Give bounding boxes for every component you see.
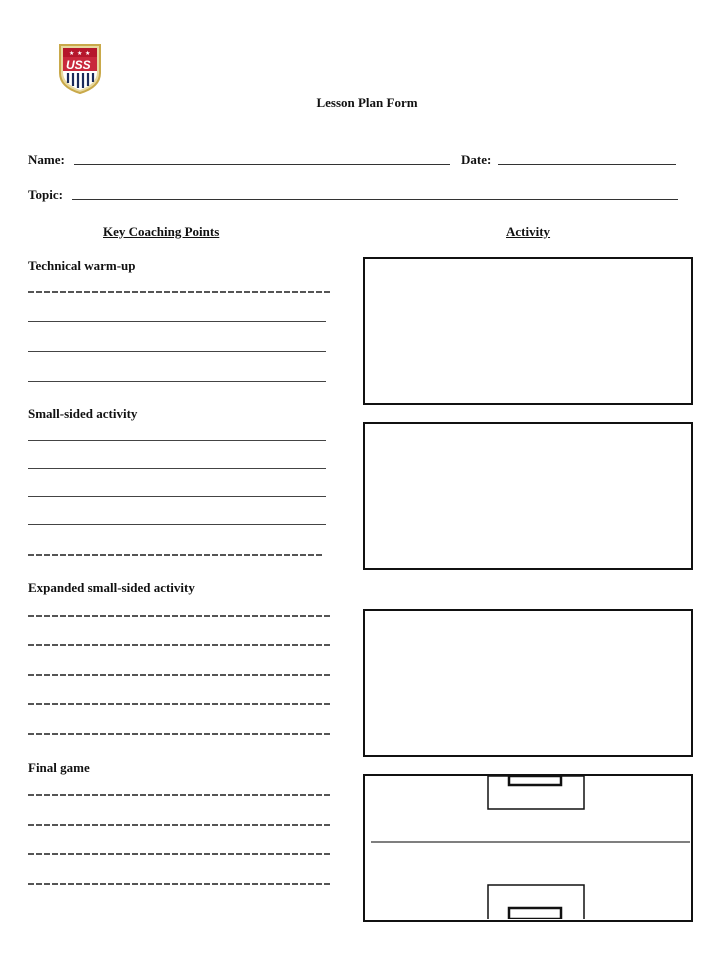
svg-text:★: ★ (69, 51, 75, 57)
note-line[interactable] (28, 468, 326, 469)
note-line[interactable] (28, 703, 332, 705)
date-label: Date: (461, 152, 492, 167)
soccer-field-diagram (365, 776, 690, 919)
name-label: Name: (28, 152, 65, 167)
svg-text:★: ★ (77, 51, 83, 57)
note-line[interactable] (28, 524, 326, 525)
note-line[interactable] (28, 733, 332, 735)
section-title-small-sided-activity: Small-sided activity (28, 406, 138, 421)
topic-label: Topic: (28, 187, 63, 202)
name-field[interactable] (74, 164, 450, 165)
note-line[interactable] (28, 883, 332, 885)
note-line[interactable] (28, 351, 326, 352)
activity-box-small-sided[interactable] (363, 422, 693, 570)
activity-box-final-game-field[interactable] (363, 774, 693, 922)
note-line[interactable] (28, 440, 326, 441)
note-line[interactable] (28, 824, 332, 826)
note-line[interactable] (28, 381, 326, 382)
note-line[interactable] (28, 554, 324, 556)
date-field[interactable] (498, 164, 676, 165)
us-soccer-crest-logo (58, 43, 102, 95)
page-title: Lesson Plan Form (316, 95, 418, 110)
topic-field[interactable] (72, 199, 678, 200)
activity-box-technical-warm-up[interactable] (363, 257, 693, 405)
note-line[interactable] (28, 291, 332, 293)
svg-text:★: ★ (85, 51, 91, 57)
note-line[interactable] (28, 615, 332, 617)
section-title-final-game: Final game (28, 760, 90, 775)
note-line[interactable] (28, 853, 332, 855)
section-title-expanded-small-sided-activity: Expanded small-sided activity (28, 580, 195, 595)
key-coaching-points-heading: Key Coaching Points (103, 224, 220, 239)
note-line[interactable] (28, 644, 332, 646)
svg-text:USS: USS (66, 58, 91, 72)
note-line[interactable] (28, 321, 326, 322)
note-line[interactable] (28, 496, 326, 497)
activity-heading: Activity (506, 224, 551, 239)
note-line[interactable] (28, 794, 332, 796)
activity-box-expanded-small-sided[interactable] (363, 609, 693, 757)
note-line[interactable] (28, 674, 332, 676)
section-title-technical-warm-up: Technical warm-up (28, 258, 136, 273)
